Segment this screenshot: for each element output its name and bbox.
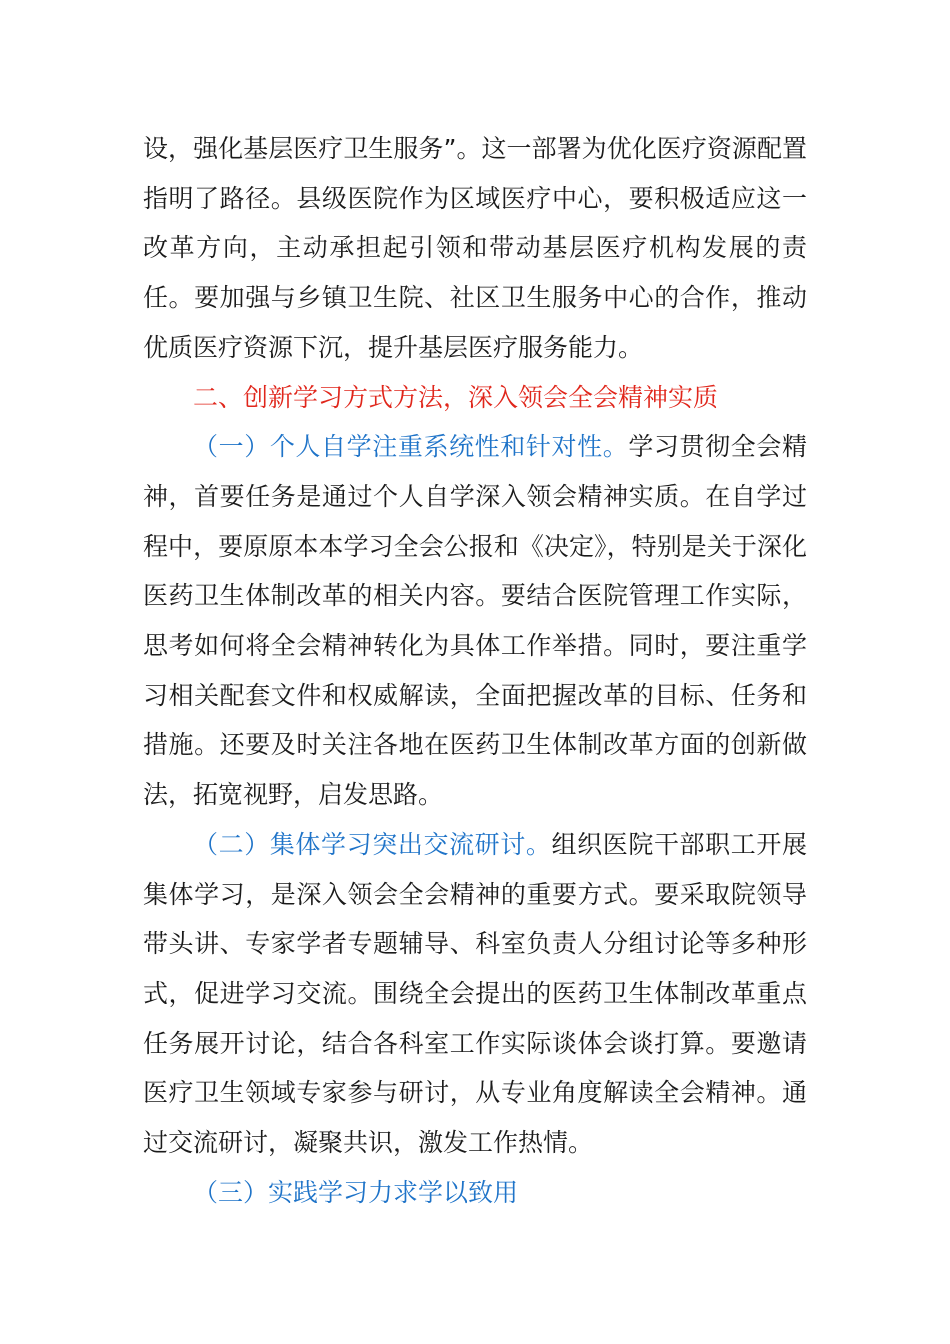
paragraph-item-2 [143,820,807,1168]
paragraph-item-3 [143,1168,807,1218]
section-heading: 二、创新学习方式方法，深入领会全会精神实质 [193,382,719,412]
subheading-3: （三）实践学习力求学以致用 [193,1177,519,1207]
paragraph-item-2-body: 组织医院干部职工开展集体学习，是深入领会全会精神的重要方式。要采取院领导带头讲、专家学者专题辅导、科室负责人分组讨论等多种形式，促进学习交流。围绕全会提出的医药卫生体制改革重点任务展开讨论，结合各科室工作实际谈体会谈打算。要邀请医疗卫生领域专家参与研讨，从专业角度解读全会精神。通过交流研讨，凝聚共识，激发工作热情。 [143,829,807,1158]
document-body [143,124,807,1217]
subheading-2: （二）集体学习突出交流研讨。 [193,829,552,859]
paragraph-continuation: 设，强化基层医疗卫生服务”。这一部署为优化医疗资源配置指明了路径。县级医院作为区域医疗中心，要积极适应这一改革方向，主动承担起引领和带动基层医疗机构发展的责任。要加强与乡镇卫生院、社区卫生服务中心的合作，推动优质医疗资源下沉，提升基层医疗服务能力。 [143,134,807,362]
paragraph-item-1 [143,422,807,820]
paragraph-item-1-body: 学习贯彻全会精神，首要任务是通过个人自学深入领会精神实质。在自学过程中，要原原本本学习全会公报和《决定》，特别是关于深化医药卫生体制改革的相关内容。要结合医院管理工作实际，思考如何将全会精神转化为具体工作举措。同时，要注重学习相关配套文件和权威解读，全面把握改革的目标、任务和措施。还要及时关注各地在医药卫生体制改革方面的创新做法，拓宽视野，启发思路。 [143,432,807,810]
subheading-1: （一）个人自学注重系统性和针对性。 [193,432,629,462]
